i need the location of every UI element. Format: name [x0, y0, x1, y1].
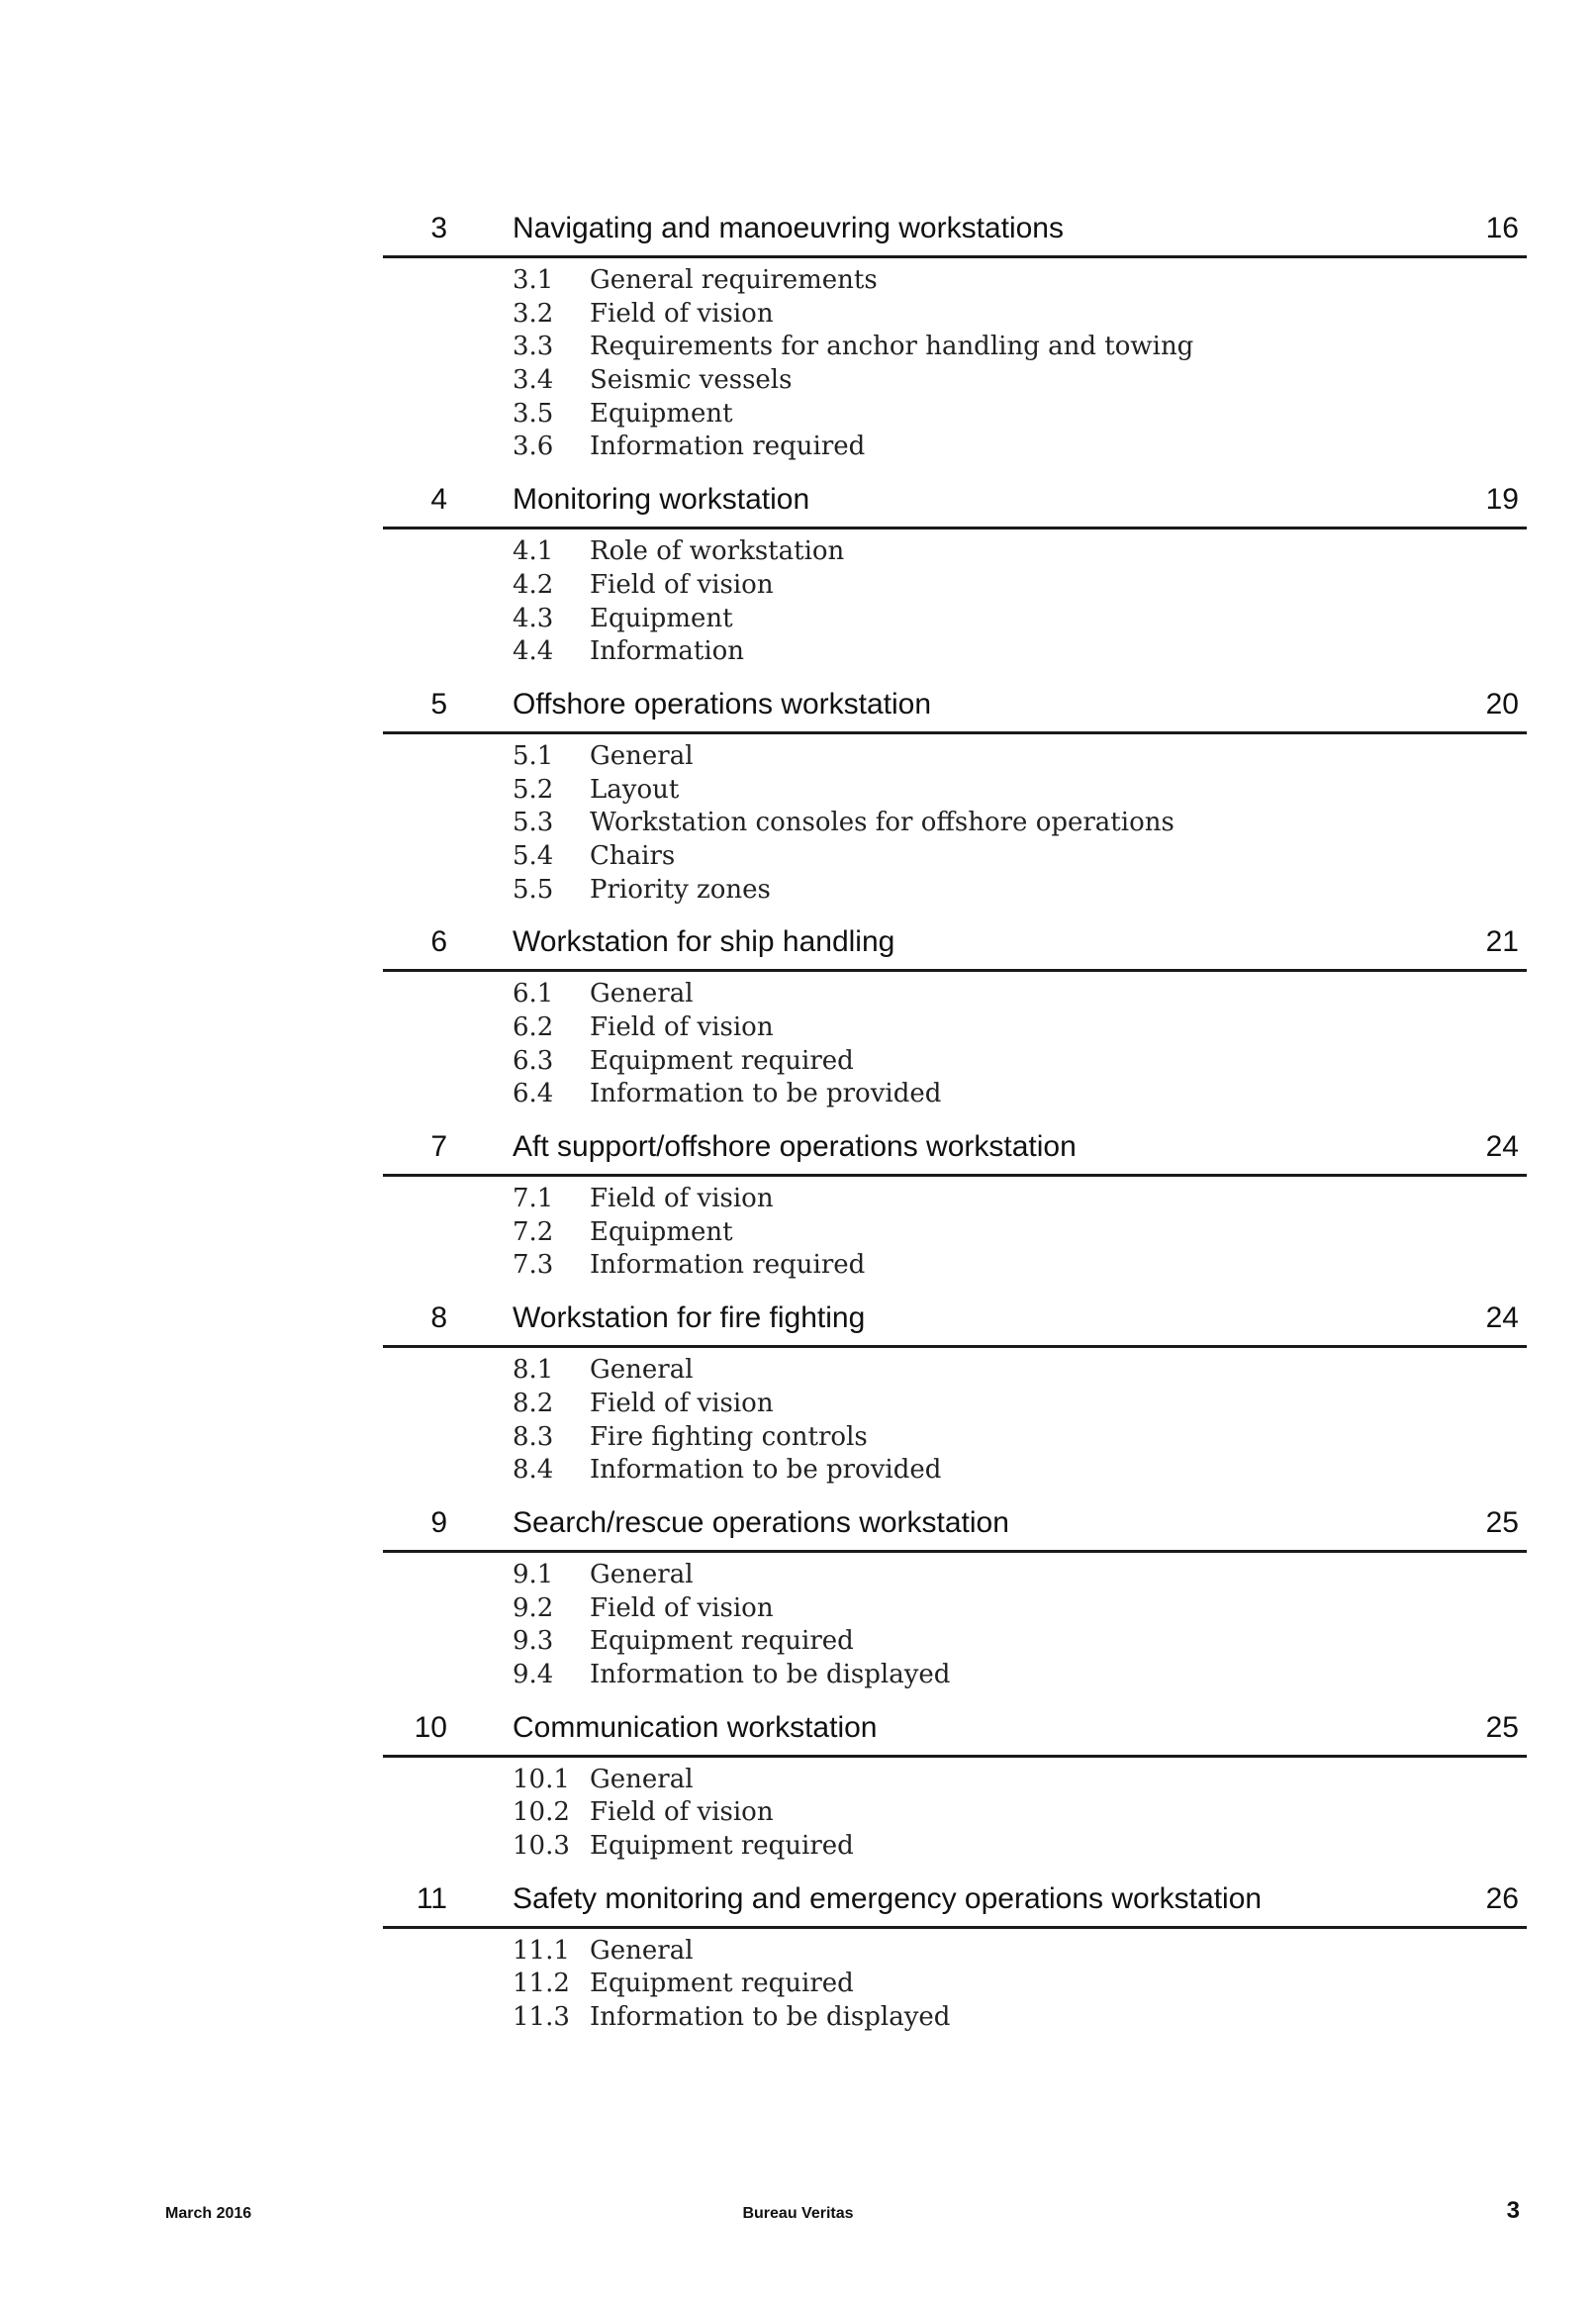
toc-subsection-item[interactable] [383, 774, 1527, 808]
toc-subsection-item[interactable] [383, 1216, 1527, 1250]
page-footer [0, 2195, 1596, 2235]
toc-subsection-number: 8.3 [513, 1421, 554, 1452]
toc-subsection-item[interactable] [383, 1421, 1527, 1455]
toc-subsection-number: 10.2 [513, 1797, 570, 1828]
toc-subsection-title: Equipment required [590, 1831, 854, 1861]
toc-section [383, 198, 1527, 469]
toc-subsection-number: 7.1 [513, 1184, 554, 1214]
toc-section [383, 1492, 1527, 1697]
toc-subsection-title: Fire fighting controls [590, 1421, 868, 1452]
toc-section [383, 1116, 1527, 1288]
toc-section-page: 26 [1485, 1881, 1519, 1915]
toc-subsection-item[interactable] [383, 398, 1527, 432]
toc-subsection-number: 8.2 [513, 1388, 554, 1418]
toc-section-page: 16 [1485, 212, 1519, 244]
toc-subsection-item[interactable] [383, 1625, 1527, 1659]
toc-section-title: Monitoring workstation [513, 483, 810, 517]
toc-subsection-number: 4.3 [513, 603, 554, 633]
toc-section [383, 674, 1527, 912]
toc-subsection-item[interactable] [383, 1454, 1527, 1488]
toc-subsection-number: 3.6 [513, 432, 554, 462]
toc-subsection-title: Field of vision [590, 1797, 774, 1828]
toc-subsection-item[interactable] [383, 264, 1527, 298]
toc-subsection-title: General [590, 1559, 694, 1589]
toc-subsection-item[interactable] [383, 874, 1527, 908]
toc-subsection-number: 6.4 [513, 1079, 554, 1109]
toc-subsection-number: 10.3 [513, 1831, 570, 1861]
toc-subsection-number: 11.3 [513, 2002, 570, 2033]
toc-section-page: 25 [1485, 1505, 1519, 1539]
toc-section-number: 7 [430, 1130, 447, 1164]
toc-subsection-number: 7.2 [513, 1216, 554, 1247]
toc-section-heading[interactable] [383, 912, 1527, 972]
toc-section-number: 11 [416, 1881, 447, 1915]
toc-subsection-title: Field of vision [590, 569, 774, 600]
footer-page-number: 3 [1506, 2197, 1520, 2224]
toc-subsection-number: 4.1 [513, 536, 554, 567]
toc-section-number: 6 [430, 925, 447, 959]
toc-subsection-title: Information required [590, 432, 866, 462]
toc-subsection-title: Field of vision [590, 1184, 774, 1214]
toc-subsection-title: Workstation consoles for offshore operations [590, 808, 1174, 838]
toc-section-number: 9 [430, 1505, 447, 1539]
toc-subsection-list [383, 1758, 1527, 1869]
toc-subsection-number: 3.1 [513, 265, 554, 295]
toc-section-title: Aft support/offshore operations workstation [513, 1130, 1077, 1164]
toc-subsection-title: Equipment required [590, 1626, 854, 1657]
toc-subsection-number: 6.2 [513, 1012, 554, 1042]
toc-subsection-list [383, 1929, 1527, 2040]
toc-subsection-item[interactable] [383, 740, 1527, 774]
toc-subsection-item[interactable] [383, 298, 1527, 332]
toc-section [383, 469, 1527, 674]
toc-subsection-title: Field of vision [590, 298, 774, 329]
toc-subsection-number: 3.4 [513, 365, 554, 396]
toc-subsection-list [383, 1348, 1527, 1492]
toc-subsection-title: Information to be displayed [590, 1659, 951, 1689]
toc-subsection-number: 11.2 [513, 1969, 570, 1999]
toc-subsection-number: 9.2 [513, 1592, 554, 1623]
toc-subsection-title: Information to be provided [590, 1079, 942, 1109]
toc-subsection-item[interactable] [383, 978, 1527, 1011]
toc-section-number: 4 [430, 483, 447, 517]
toc-section-page: 20 [1485, 687, 1519, 721]
toc-section-title: Offshore operations workstation [513, 687, 932, 721]
toc-section-heading[interactable] [383, 1697, 1527, 1758]
footer-date: March 2016 [165, 2205, 252, 2222]
toc-subsection-number: 9.4 [513, 1659, 554, 1689]
toc-subsection-item[interactable] [383, 1830, 1527, 1864]
toc-section-number: 10 [414, 1710, 447, 1744]
toc-subsection-number: 5.5 [513, 874, 554, 905]
toc-subsection-item[interactable] [383, 1045, 1527, 1079]
toc-subsection-list [383, 258, 1527, 469]
toc-subsection-item[interactable] [383, 1249, 1527, 1283]
toc-subsection-title: Chairs [590, 840, 676, 871]
toc-subsection-item[interactable] [383, 364, 1527, 398]
toc-section [383, 1288, 1527, 1492]
toc-subsection-number: 4.4 [513, 636, 554, 667]
toc-subsection-item[interactable] [383, 1935, 1527, 1969]
toc-section-number: 8 [430, 1301, 447, 1335]
toc-subsection-title: Information required [590, 1250, 866, 1281]
toc-subsection-title: Information [590, 636, 745, 667]
toc-subsection-item[interactable] [383, 331, 1527, 364]
toc-subsection-title: General requirements [590, 265, 878, 295]
toc-subsection-title: General [590, 1935, 694, 1966]
toc-section-title: Workstation for ship handling [513, 925, 895, 959]
toc-subsection-item[interactable] [383, 1354, 1527, 1388]
toc-subsection-item[interactable] [383, 1592, 1527, 1626]
toc-subsection-title: Requirements for anchor handling and towing [590, 332, 1194, 362]
toc-subsection-number: 6.3 [513, 1045, 554, 1076]
toc-subsection-title: Equipment [590, 603, 733, 633]
toc-section-heading[interactable] [383, 1492, 1527, 1553]
toc-subsection-number: 11.1 [513, 1935, 570, 1966]
toc-section-title: Navigating and manoeuvring workstations [513, 212, 1064, 244]
toc-section-page: 24 [1485, 1301, 1519, 1335]
toc-subsection-number: 9.3 [513, 1626, 554, 1657]
toc-subsection-number: 5.2 [513, 774, 554, 805]
toc-subsection-list [383, 1553, 1527, 1697]
toc-section-heading[interactable] [383, 1869, 1527, 1929]
toc-subsection-number: 6.1 [513, 979, 554, 1009]
toc-subsection-number: 4.2 [513, 569, 554, 600]
toc-subsection-list [383, 972, 1527, 1116]
toc-subsection-number: 8.1 [513, 1355, 554, 1386]
footer-publisher: Bureau Veritas [742, 2205, 854, 2222]
toc-subsection-title: Equipment [590, 398, 733, 429]
toc-section-title: Safety monitoring and emergency operations workstation [513, 1881, 1263, 1915]
toc-subsection-number: 9.1 [513, 1559, 554, 1589]
toc-section-page: 24 [1485, 1130, 1519, 1164]
toc-subsection-list [383, 529, 1527, 674]
toc-subsection-title: Field of vision [590, 1388, 774, 1418]
toc-subsection-item[interactable] [383, 1078, 1527, 1111]
table-of-contents [383, 198, 1527, 2040]
toc-subsection-number: 10.1 [513, 1764, 570, 1794]
toc-subsection-title: Field of vision [590, 1592, 774, 1623]
toc-subsection-title: Information to be provided [590, 1455, 942, 1486]
toc-section-page: 19 [1485, 483, 1519, 517]
toc-subsection-item[interactable] [383, 603, 1527, 636]
toc-section-title: Search/rescue operations workstation [513, 1505, 1009, 1539]
toc-subsection-title: Field of vision [590, 1012, 774, 1042]
toc-subsection-item[interactable] [383, 635, 1527, 669]
toc-subsection-item[interactable] [383, 431, 1527, 464]
toc-subsection-item[interactable] [383, 1183, 1527, 1216]
toc-section-number: 5 [430, 687, 447, 721]
toc-subsection-item[interactable] [383, 1559, 1527, 1592]
toc-subsection-item[interactable] [383, 2001, 1527, 2035]
toc-subsection-title: General [590, 740, 694, 771]
toc-subsection-number: 5.4 [513, 840, 554, 871]
toc-subsection-item[interactable] [383, 840, 1527, 874]
toc-section-heading[interactable] [383, 674, 1527, 734]
toc-subsection-title: Equipment [590, 1216, 733, 1247]
toc-subsection-item[interactable] [383, 535, 1527, 569]
toc-subsection-item[interactable] [383, 1011, 1527, 1045]
toc-subsection-title: General [590, 1764, 694, 1794]
toc-section-heading[interactable] [383, 1116, 1527, 1177]
toc-section-heading[interactable] [383, 469, 1527, 529]
toc-section-title: Workstation for fire fighting [513, 1301, 866, 1335]
toc-subsection-title: Equipment required [590, 1969, 854, 1999]
toc-subsection-title: Seismic vessels [590, 365, 793, 396]
toc-subsection-item[interactable] [383, 1659, 1527, 1692]
toc-section-heading[interactable] [383, 1288, 1527, 1348]
toc-subsection-number: 3.2 [513, 298, 554, 329]
toc-subsection-number: 5.1 [513, 740, 554, 771]
toc-subsection-item[interactable] [383, 807, 1527, 840]
toc-subsection-title: General [590, 1355, 694, 1386]
toc-section [383, 1869, 1527, 2040]
toc-subsection-number: 3.5 [513, 398, 554, 429]
toc-subsection-title: Role of workstation [590, 536, 845, 567]
toc-section-heading[interactable] [383, 198, 1527, 258]
toc-subsection-item[interactable] [383, 569, 1527, 603]
toc-section-number: 3 [430, 212, 447, 244]
toc-subsection-item[interactable] [383, 1968, 1527, 2001]
toc-section-page: 25 [1485, 1710, 1519, 1744]
toc-subsection-number: 3.3 [513, 332, 554, 362]
toc-subsection-title: Equipment required [590, 1045, 854, 1076]
toc-subsection-title: General [590, 979, 694, 1009]
toc-subsection-item[interactable] [383, 1388, 1527, 1421]
toc-subsection-title: Priority zones [590, 874, 771, 905]
toc-subsection-item[interactable] [383, 1764, 1527, 1797]
toc-subsection-number: 8.4 [513, 1455, 554, 1486]
toc-subsection-number: 7.3 [513, 1250, 554, 1281]
toc-subsection-list [383, 1177, 1527, 1288]
toc-subsection-list [383, 734, 1527, 912]
toc-subsection-number: 5.3 [513, 808, 554, 838]
toc-section-page: 21 [1485, 925, 1519, 959]
toc-subsection-title: Layout [590, 774, 680, 805]
toc-subsection-item[interactable] [383, 1796, 1527, 1830]
toc-section [383, 1697, 1527, 1869]
toc-section-title: Communication workstation [513, 1710, 878, 1744]
toc-subsection-title: Information to be displayed [590, 2002, 951, 2033]
toc-section [383, 912, 1527, 1116]
